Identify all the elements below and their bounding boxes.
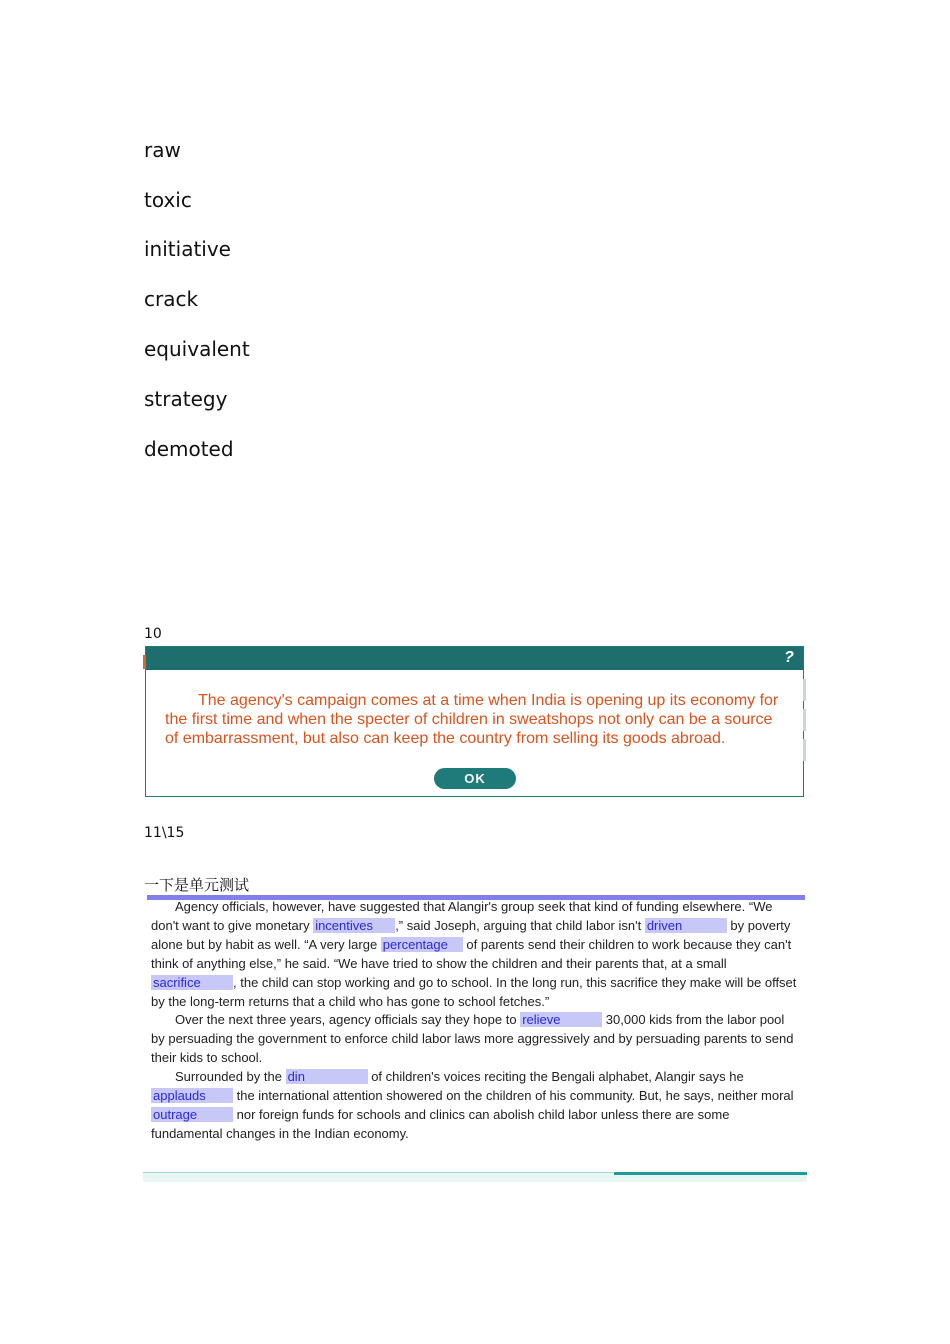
vocab-word-initiative: initiative: [144, 237, 231, 261]
help-icon[interactable]: ?: [784, 649, 794, 666]
answer-blank-incentives[interactable]: incentives: [313, 918, 395, 933]
passage-text: by poverty alone but by habit as well. “A very large: [151, 917, 791, 952]
answer-blank-sacrifice[interactable]: sacrifice: [151, 975, 233, 990]
vocab-word-toxic: toxic: [144, 188, 192, 212]
ok-button[interactable]: OK: [434, 768, 516, 789]
dialog-side-tab: [803, 709, 806, 731]
vocab-word-demoted: demoted: [144, 437, 234, 461]
passage-text: nor foreign funds for schools and clinics can abolish child labor unless there are some fundamental changes in the Indian economy.: [151, 1106, 730, 1141]
passage-text: of children's voices reciting the Bengali alphabet, Alangir says he: [367, 1069, 744, 1085]
passage-text: Agency officials, however, have suggested that Alangir's group seek that kind of funding elsewhere. “We don't want to give monetary: [151, 899, 773, 933]
passage-paragraph-1: [151, 898, 801, 1011]
vocab-word-crack: crack: [144, 287, 199, 311]
vocab-word-equivalent: equivalent: [144, 337, 250, 361]
passage-text: , the child can stop working and go to school. In the long run, this sacrifice they make will be offset by the long-term returns that a child who has gone to school fetches.”: [151, 974, 797, 1009]
answer-blank-relieve[interactable]: relieve: [520, 1012, 602, 1027]
reading-passage: [147, 898, 805, 1146]
section-11-15-label: 11\15: [144, 825, 185, 841]
passage-paragraph-3: [151, 1068, 801, 1144]
passage-footer-line: [143, 1172, 614, 1173]
passage-paragraph-2: [151, 1011, 801, 1068]
answer-blank-outrage[interactable]: outrage: [151, 1107, 233, 1122]
passage-text: Over the next three years, agency officials say they hope to: [175, 1012, 521, 1028]
passage-text: of parents send their children to work because they can't think of anything else,” he said. “We have tried to show the children and their parents that, at a small: [151, 936, 792, 971]
vocab-word-strategy: strategy: [144, 387, 228, 411]
dialog-message: The agency's campaign comes at a time when India is opening up its economy for the first time and when the specter of children in sweatshops not only can be a source of embarrassment, but also can keep the country from selling its goods abroad.: [165, 692, 779, 747]
answer-blank-din[interactable]: din: [286, 1069, 368, 1084]
passage-text: ,” said Joseph, arguing that child labor isn't: [395, 917, 645, 933]
answer-blank-driven[interactable]: driven: [645, 918, 727, 933]
answer-blank-applauds[interactable]: applauds: [151, 1088, 233, 1103]
passage-text: 30,000 kids from the labor pool by persuading the government to enforce child labor laws more aggressively and by persuading parents to send their kids to school.: [151, 1012, 794, 1066]
dialog-side-tab: [803, 679, 806, 701]
vocab-word-raw: raw: [144, 138, 181, 162]
passage-text: Surrounded by the: [175, 1069, 286, 1085]
passage-text: the international attention showered on the children of his community. But, he says, neither moral: [233, 1088, 794, 1104]
section-10-label: 10: [144, 626, 162, 642]
message-dialog: [145, 646, 804, 797]
answer-blank-percentage[interactable]: percentage: [381, 937, 463, 952]
dialog-title-bar: [146, 647, 803, 670]
passage-footer-accent: [614, 1172, 807, 1175]
unit-test-title: 一下是单元测试: [144, 876, 250, 894]
dialog-side-tab: [803, 739, 806, 761]
